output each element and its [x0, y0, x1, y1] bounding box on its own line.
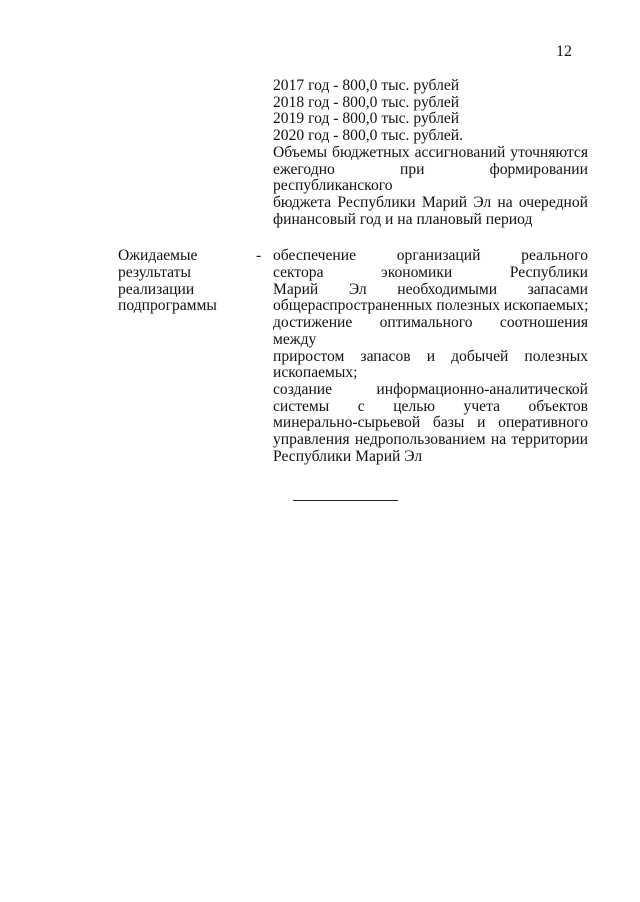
expected-results-block: [273, 248, 588, 465]
result-line: минерально-сырьевой базы и оперативного: [273, 414, 588, 432]
result-line: ископаемых;: [273, 364, 358, 382]
funding-line: 2017 год - 800,0 тыс. рублей: [273, 77, 460, 94]
result-line: Республики Марий Эл: [273, 447, 423, 465]
document-body: [118, 78, 588, 501]
result-line: достижение оптимального соотношения между: [273, 314, 588, 348]
expected-results-row: [118, 248, 588, 465]
funding-note-line: Объемы бюджетных ассигнований уточняются: [273, 143, 588, 161]
result-line: Марий Эл необходимыми запасами: [273, 280, 588, 298]
result-line: обеспечение организаций реального: [273, 247, 588, 265]
funding-line: 2018 год - 800,0 тыс. рублей: [273, 93, 460, 111]
result-line: сектора экономики Республики: [273, 264, 588, 282]
result-line: создание информационно-аналитической: [273, 380, 588, 398]
funding-note-line: бюджета Республики Марий Эл на очередной: [273, 193, 588, 211]
result-line: приростом запасов и добычей полезных: [273, 347, 588, 365]
label-line: Ожидаемые: [118, 247, 198, 265]
page-number: 12: [556, 43, 572, 60]
result-line: системы с целью учета объектов: [273, 397, 588, 415]
funding-line: 2019 год - 800,0 тыс. рублей: [273, 110, 460, 128]
funding-block: [273, 78, 588, 228]
result-line: управления недропользованием на территории: [273, 431, 588, 449]
funding-note-line: ежегодно при формировании республиканского: [273, 160, 588, 195]
label-line: результаты: [118, 264, 191, 282]
end-divider: [293, 500, 398, 501]
funding-line: 2020 год - 800,0 тыс. рублей.: [273, 127, 464, 145]
expected-results-label: [118, 248, 256, 465]
label-line: реализации: [118, 280, 195, 298]
funding-note-line: финансовый год и на плановый период: [273, 210, 533, 228]
label-line: подпрограммы: [118, 297, 217, 315]
dash-separator: -: [256, 247, 262, 265]
result-line: общераспространенных полезных ископаемых;: [273, 297, 589, 315]
